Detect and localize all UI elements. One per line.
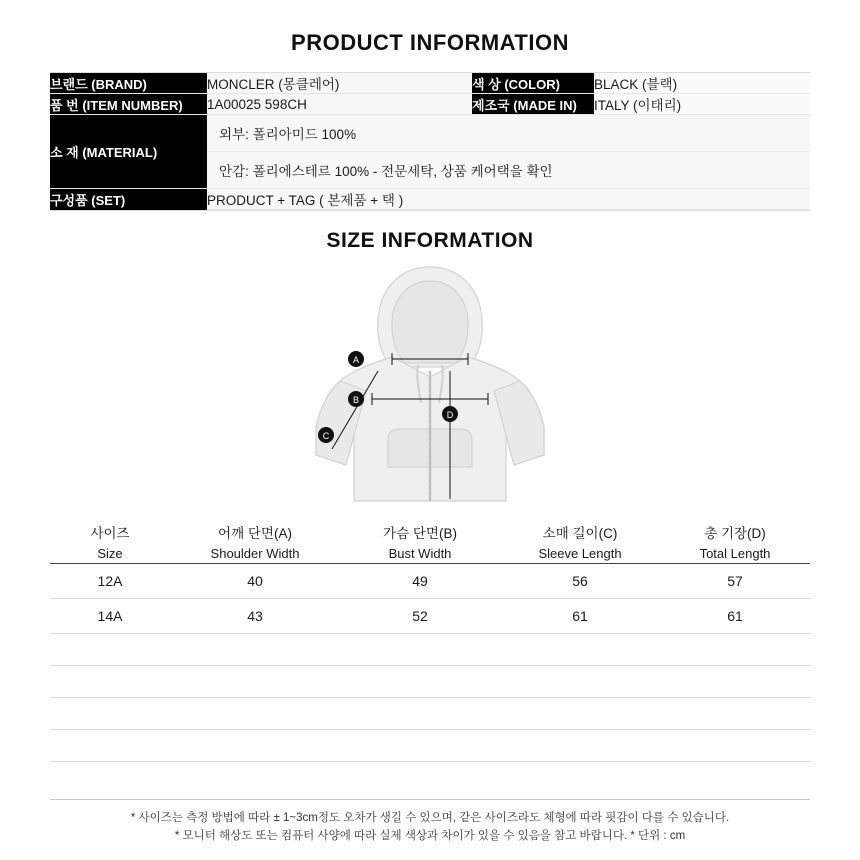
cell-total: 61 bbox=[660, 599, 810, 634]
svg-text:A: A bbox=[352, 355, 360, 365]
header-shoulder-ko: 어깨 단면(A) bbox=[218, 526, 292, 541]
cell-size: 14A bbox=[50, 599, 170, 634]
value-item-number: 1A00025 598CH bbox=[207, 94, 472, 115]
cell-size: 12A bbox=[50, 564, 170, 599]
product-information-table bbox=[50, 72, 810, 211]
header-total-en: Total Length bbox=[660, 544, 810, 564]
label-material: 소 재 (MATERIAL) bbox=[50, 115, 207, 189]
value-color: BLACK (블랙) bbox=[594, 73, 810, 94]
footer-divider bbox=[50, 799, 810, 800]
table-row bbox=[50, 189, 810, 210]
garment-diagram bbox=[0, 259, 860, 514]
table-row bbox=[50, 564, 810, 599]
page-title-product-information: PRODUCT INFORMATION bbox=[291, 30, 569, 55]
cell-bust: 49 bbox=[340, 564, 500, 599]
table-row bbox=[50, 94, 810, 115]
table-row bbox=[50, 73, 810, 94]
value-brand: MONCLER (몽클레어) bbox=[207, 73, 472, 94]
size-table-header-en bbox=[50, 544, 810, 564]
table-row bbox=[50, 115, 810, 189]
cell-sleeve: 61 bbox=[500, 599, 660, 634]
label-color: 색 상 (COLOR) bbox=[472, 73, 594, 94]
value-material-lining: 안감: 폴리에스테르 100% - 전문세탁, 상품 케어택을 확인 bbox=[207, 151, 810, 188]
hoodie-illustration-icon bbox=[280, 259, 580, 509]
cell-total: 57 bbox=[660, 564, 810, 599]
label-brand: 브랜드 (BRAND) bbox=[50, 73, 207, 94]
note-measurement: * 사이즈는 측정 방법에 따라 ± 1~3cm정도 오차가 생길 수 있으며, 같은 사이즈라도 체형에 따라 핏감이 다를 수 있습니다. bbox=[130, 812, 730, 825]
table-row bbox=[50, 599, 810, 634]
value-material-outer: 외부: 폴리아미드 100% bbox=[207, 115, 810, 151]
value-made-in: ITALY (이태리) bbox=[594, 94, 810, 115]
cell-shoulder: 43 bbox=[170, 599, 340, 634]
value-material-cell bbox=[207, 115, 810, 189]
header-bust-en: Bust Width bbox=[340, 544, 500, 564]
header-sleeve-ko: 소매 길이(C) bbox=[542, 526, 618, 541]
label-set: 구성품 (SET) bbox=[50, 189, 207, 210]
page-title-size-information: SIZE INFORMATION bbox=[326, 229, 534, 252]
svg-text:B: B bbox=[352, 395, 360, 405]
footer-notes bbox=[0, 799, 860, 846]
header-bust-ko: 가슴 단면(B) bbox=[383, 526, 457, 541]
label-item-number: 품 번 (ITEM NUMBER) bbox=[50, 94, 207, 115]
cell-shoulder: 40 bbox=[170, 564, 340, 599]
table-row-empty bbox=[50, 666, 810, 698]
header-sleeve-en: Sleeve Length bbox=[500, 544, 660, 564]
table-row-empty bbox=[50, 730, 810, 762]
cell-bust: 52 bbox=[340, 599, 500, 634]
header-size-en: Size bbox=[50, 544, 170, 564]
size-table-header-ko bbox=[50, 520, 810, 544]
note-color: * 모니터 해상도 또는 컴퓨터 사양에 따라 실제 색상과 차이가 있을 수 있음을 참고 바랍니다. * 단위 : cm bbox=[174, 830, 686, 843]
table-row-empty bbox=[50, 698, 810, 730]
value-set: PRODUCT + TAG ( 본제품 + 택 ) bbox=[207, 189, 810, 210]
label-made-in: 제조국 (MADE IN) bbox=[472, 94, 594, 115]
header-size-ko: 사이즈 bbox=[90, 526, 130, 541]
header-shoulder-en: Shoulder Width bbox=[170, 544, 340, 564]
svg-text:C: C bbox=[322, 431, 330, 441]
svg-text:D: D bbox=[446, 410, 454, 420]
size-table bbox=[50, 520, 810, 762]
table-row-empty bbox=[50, 634, 810, 666]
header-total-ko: 총 기장(D) bbox=[704, 526, 766, 541]
cell-sleeve: 56 bbox=[500, 564, 660, 599]
